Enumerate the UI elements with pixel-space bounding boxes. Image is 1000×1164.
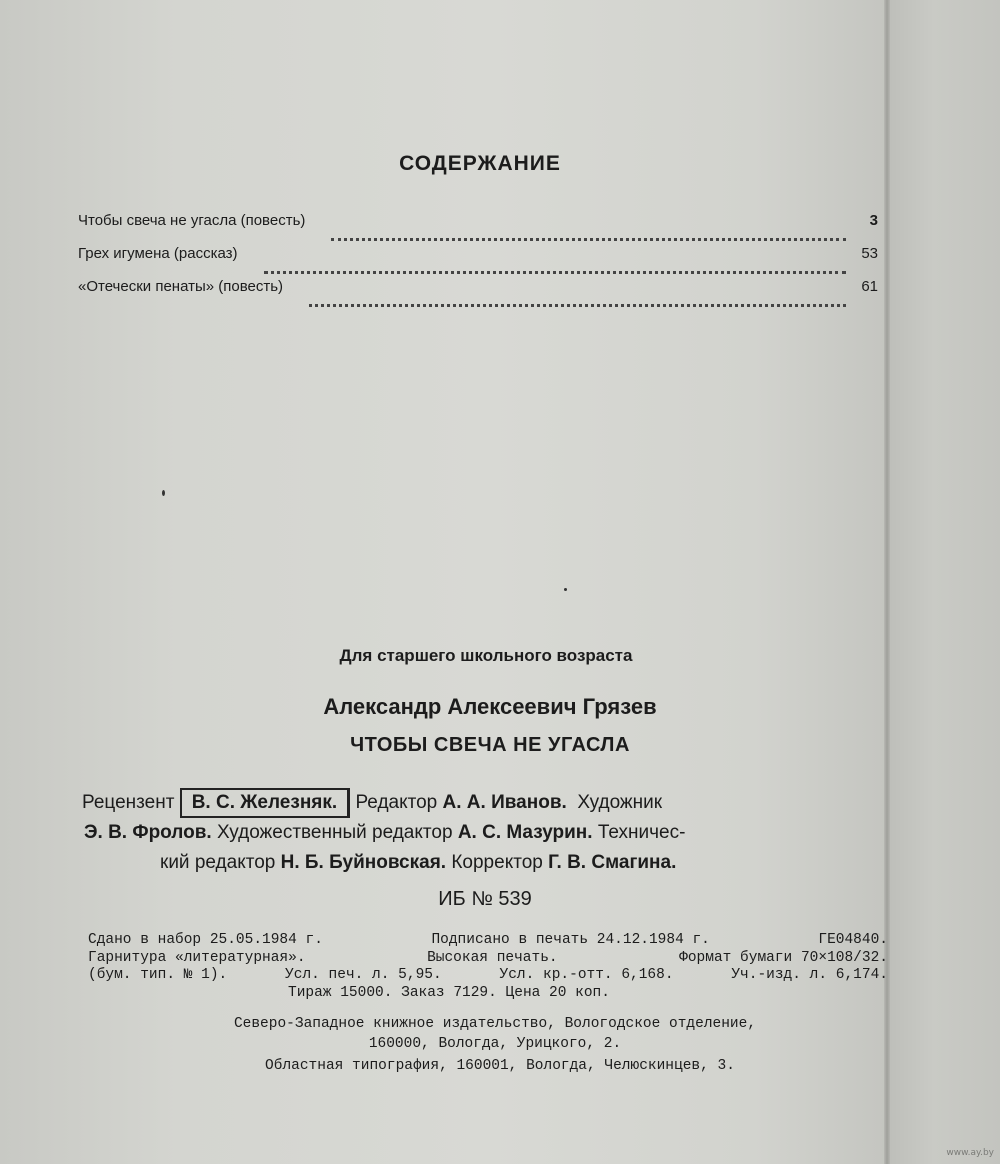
editor-label: Редактор [355,792,438,813]
credits-line [82,818,892,848]
tech-cell: Высокая печать. [427,949,558,966]
tech-cell: Усл. кр.-отт. 6,168. [499,967,674,983]
toc-entry-page: 53 [861,245,878,262]
toc-leader-dots [309,304,846,307]
tech-cell: ГЕ04840. [818,932,888,948]
book-title: ЧТОБЫ СВЕЧА НЕ УГАСЛА [350,734,630,756]
watermark: www.ay.by [946,1148,994,1158]
tech-line [88,950,888,968]
contents-heading: СОДЕРЖАНИЕ [399,152,561,175]
tech-cell: (бум. тип. № 1). [88,967,228,983]
tech-editor-label-start: Техничес- [597,822,686,843]
tech-line [88,932,888,950]
tech-cell: Уч.-изд. л. 6,174. [731,967,888,983]
artist-name: Э. В. Фролов. [84,822,212,843]
toc-entry [78,212,878,245]
tech-editor-label-end: кий редактор [160,852,276,873]
print-run: Тираж 15000. Заказ 7129. Цена 20 коп. [288,984,610,1001]
publisher-line: Северо-Западное книжное издательство, Вологодское отделение, [233,1016,757,1032]
credits-line [82,848,892,878]
toc-entry [78,245,878,278]
tech-line [88,967,888,985]
reviewer-stamp: В. С. Железняк. [180,788,350,818]
toc-entry [78,278,878,311]
artist-label: Художник [577,792,663,813]
tech-cell: Подписано в печать 24.12.1984 г. [431,932,710,948]
art-editor-name: А. С. Мазурин. [457,822,593,843]
toc-entry-title: Грех игумена (рассказ) [78,245,238,262]
toc-entry-page: 3 [869,212,878,229]
table-of-contents [78,212,878,311]
proofreader-label: Корректор [451,852,543,873]
ink-speck [564,588,567,591]
toc-leader-dots [264,271,846,274]
publisher-line: 160000, Вологда, Урицкого, 2. [368,1036,622,1052]
credits-line [82,788,892,818]
proofreader-name: Г. В. Смагина. [548,852,677,873]
toc-leader-dots [331,238,846,241]
printer-info: Областная типография, 160001, Вологда, Челюскинцев, 3. [265,1058,735,1074]
tech-editor-name: Н. Б. Буйновская. [280,852,447,873]
tech-cell: Сдано в набор 25.05.1984 г. [88,932,323,948]
art-editor-label: Художественный редактор [216,822,453,843]
toc-entry-title: Чтобы свеча не угасла (повесть) [78,212,306,229]
reviewer-label: Рецензент [82,792,175,813]
toc-entry-title: «Отечески пенаты» (повесть) [78,278,284,295]
publisher-info [0,1014,990,1054]
tech-line [88,985,888,1003]
ib-number: ИБ № 539 [438,888,532,910]
credits-block [82,788,892,878]
technical-details [88,932,888,1002]
tech-cell: Гарнитура «литературная». [88,949,306,966]
toc-entry-page: 61 [861,278,878,295]
ink-speck [162,490,165,496]
age-rating: Для старшего школьного возраста [339,646,633,665]
tech-cell: Формат бумаги 70×108/32. [679,949,888,966]
author-name: Александр Алексеевич Грязев [323,694,657,719]
tech-cell: Усл. печ. л. 5,95. [285,967,442,983]
editor-name: А. А. Иванов. [442,792,567,813]
